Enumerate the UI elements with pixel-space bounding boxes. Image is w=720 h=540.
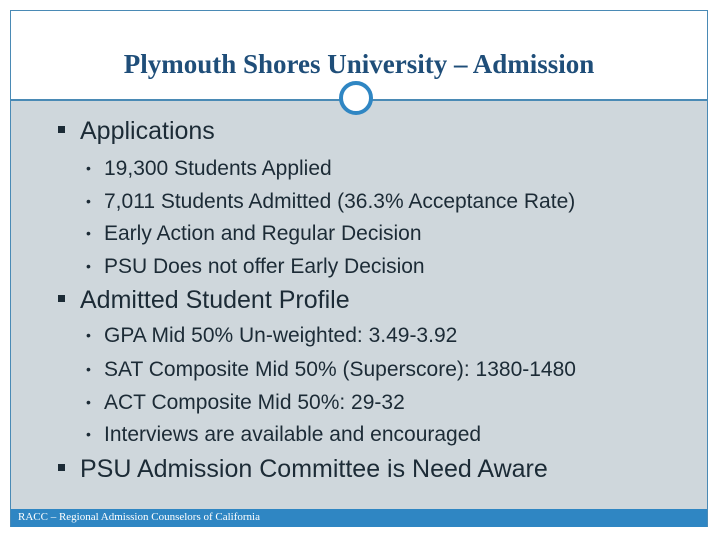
bullet-icon: • xyxy=(86,160,91,176)
bullet-icon: • xyxy=(86,361,91,377)
bullet-icon: • xyxy=(86,327,91,343)
slide-title: Plymouth Shores University – Admission xyxy=(123,49,595,79)
bullet-icon: • xyxy=(86,258,91,274)
footer-text: RACC – Regional Admission Counselors of California xyxy=(18,511,260,523)
circle-ornament-icon xyxy=(339,81,373,115)
bullet-icon: • xyxy=(86,193,91,209)
bullet-icon: • xyxy=(86,426,91,442)
bullet-icon: • xyxy=(86,394,91,410)
square-bullet-icon xyxy=(58,295,65,302)
square-bullet-icon xyxy=(58,464,65,471)
square-bullet-icon xyxy=(58,126,65,133)
bullet-icon: • xyxy=(86,225,91,241)
